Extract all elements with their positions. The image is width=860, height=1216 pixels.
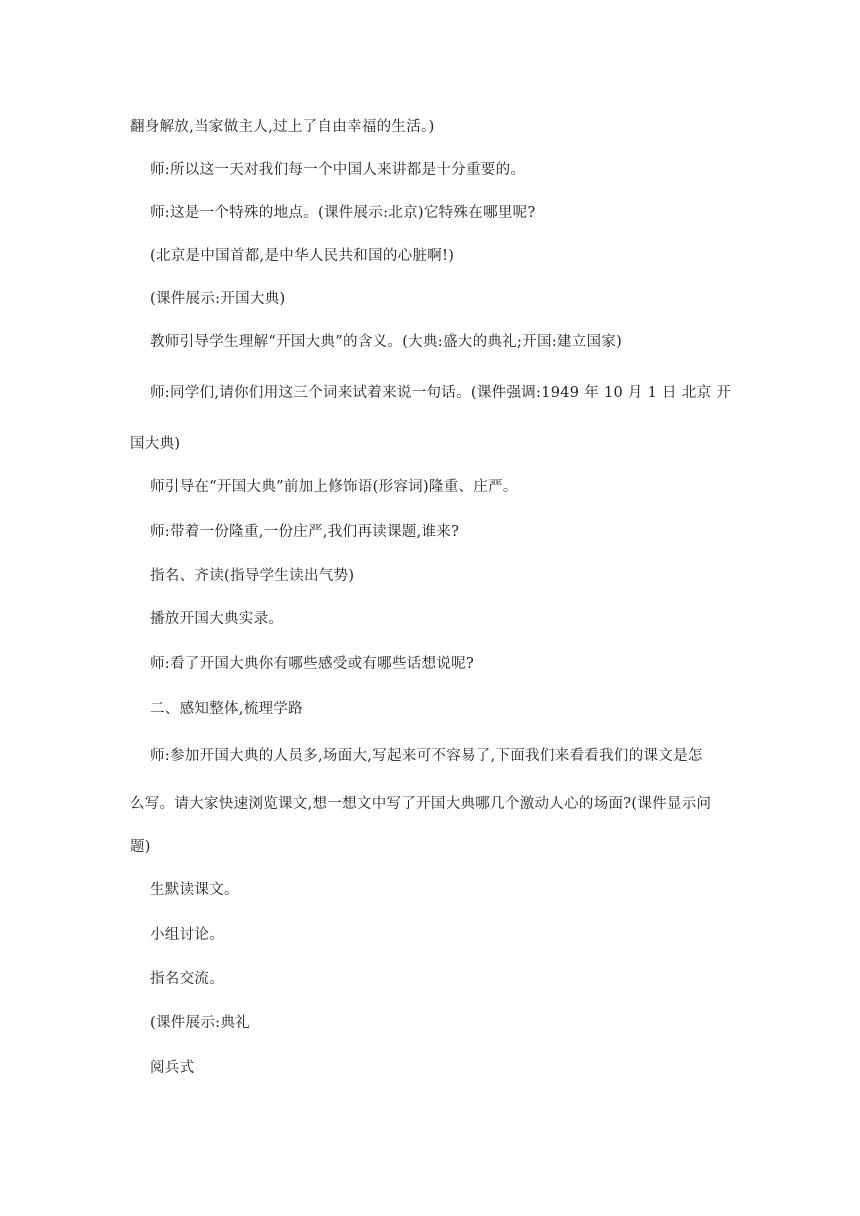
paragraph-line: (北京是中国首都,是中华人民共和国的心脏啊!) — [150, 248, 455, 264]
paragraph-line: 生默读课文。 — [150, 882, 239, 898]
paragraph-line: (课件展示:开国大典) — [150, 291, 286, 307]
paragraph-line: 师:看了开国大典你有哪些感受或有哪些话想说呢? — [150, 656, 475, 672]
paragraph-line: 题) — [130, 839, 151, 855]
paragraph-line: 么写。请大家快速浏览课文,想一想文中写了开国大典哪几个激动人心的场面?(课件显示问 — [130, 796, 712, 812]
paragraph-line: 师:所以这一天对我们每一个中国人来讲都是十分重要的。 — [150, 162, 526, 178]
paragraph-line: 国大典) — [130, 436, 181, 452]
paragraph-line: 师:带着一份隆重,一份庄严,我们再读课题,谁来? — [150, 524, 460, 540]
paragraph-line: 师引导在“开国大典”前加上修饰语(形容词)隆重、庄严。 — [150, 479, 518, 495]
paragraph-line: 师:参加开国大典的人员多,场面大,写起来可不容易了,下面我们来看看我们的课文是怎 — [150, 748, 703, 764]
paragraph-line: 师:这是一个特殊的地点。(课件展示:北京)它特殊在哪里呢? — [150, 205, 536, 221]
paragraph-line: (课件展示:典礼 — [150, 1015, 250, 1031]
paragraph-line: 播放开国大典实录。 — [150, 611, 284, 627]
paragraph-line: 翻身解放,当家做主人,过上了自由幸福的生活。) — [130, 119, 435, 135]
paragraph-line: 师:同学们,请你们用这三个词来试着来说一句话。(课件强调:1949 年 10 月 1 日 北京 开 — [150, 385, 732, 401]
paragraph-line: 小组讨论。 — [150, 927, 224, 943]
paragraph-line: 教师引导学生理解“开国大典”的含义。(大典:盛大的典礼;开国:建立国家) — [150, 334, 623, 350]
paragraph-line: 指名、齐读(指导学生读出气势) — [150, 568, 355, 584]
section-heading: 二、感知整体,梳理学路 — [150, 701, 303, 717]
paragraph-line: 阅兵式 — [150, 1060, 195, 1076]
paragraph-line: 指名交流。 — [150, 971, 224, 987]
